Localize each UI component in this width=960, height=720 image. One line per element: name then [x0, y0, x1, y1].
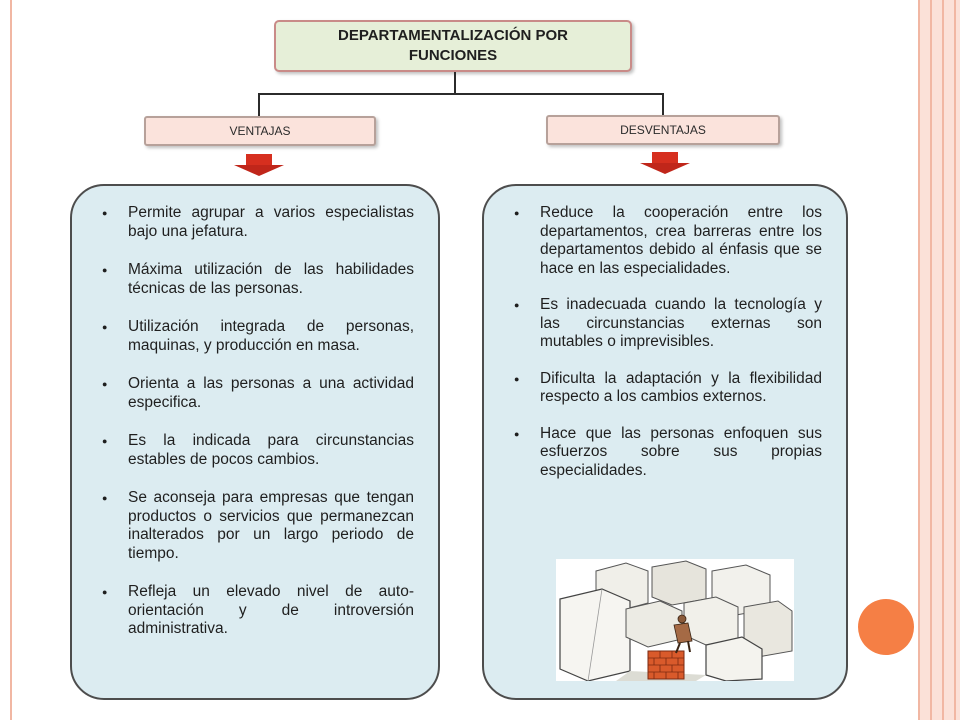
list-item: ● Utilización integrada de personas, maquinas, y producción en masa. [98, 318, 414, 355]
band-stripe [954, 0, 956, 720]
connector-left-drop [258, 93, 260, 116]
down-arrow-icon [234, 154, 284, 176]
list-item: ● Refleja un elevado nivel de auto-orientación y de introversión administrativa. [98, 583, 414, 639]
band-stripe [942, 0, 944, 720]
desventajas-list [510, 204, 822, 498]
diagram-title: DEPARTAMENTALIZACIÓN POR FUNCIONES [338, 27, 568, 64]
maze-of-walls-illustration [556, 559, 794, 681]
desventajas-label: DESVENTAJAS [620, 123, 706, 137]
list-item: ● Es inadecuada cuando la tecnología y las circunstancias externas son mutables o imprevisibles. [510, 296, 822, 352]
ventajas-panel [70, 184, 440, 700]
list-item: ● Reduce la cooperación entre los departamentos, crea barreras entre los departamentos debido al énfasis que se hace en las especialidades. [510, 204, 822, 278]
connector-horizontal [258, 93, 664, 95]
band-stripe [930, 0, 932, 720]
ventajas-box [144, 116, 376, 146]
title-box [274, 20, 632, 72]
down-arrow-icon [640, 152, 690, 174]
slide-left-border [10, 0, 12, 720]
ventajas-list [98, 204, 414, 659]
desventajas-box [546, 115, 780, 145]
ventajas-label: VENTAJAS [229, 124, 291, 138]
decorative-orange-circle [858, 599, 914, 655]
connector-trunk [454, 72, 456, 94]
slide-right-band [918, 0, 960, 720]
connector-right-drop [662, 93, 664, 116]
list-item: ● Hace que las personas enfoquen sus esfuerzos sobre sus propias especialidades. [510, 425, 822, 481]
list-item: ● Es la indicada para circunstancias estables de pocos cambios. [98, 432, 414, 469]
list-item: ● Se aconseja para empresas que tengan productos o servicios que permanezcan inalterados por un largo periodo de tiempo. [98, 489, 414, 563]
list-item: ● Orienta a las personas a una actividad especifica. [98, 375, 414, 412]
list-item: ● Permite agrupar a varios especialistas bajo una jefatura. [98, 204, 414, 241]
list-item: ● Máxima utilización de las habilidades técnicas de las personas. [98, 261, 414, 298]
list-item: ● Dificulta la adaptación y la flexibilidad respecto a los cambios externos. [510, 370, 822, 407]
